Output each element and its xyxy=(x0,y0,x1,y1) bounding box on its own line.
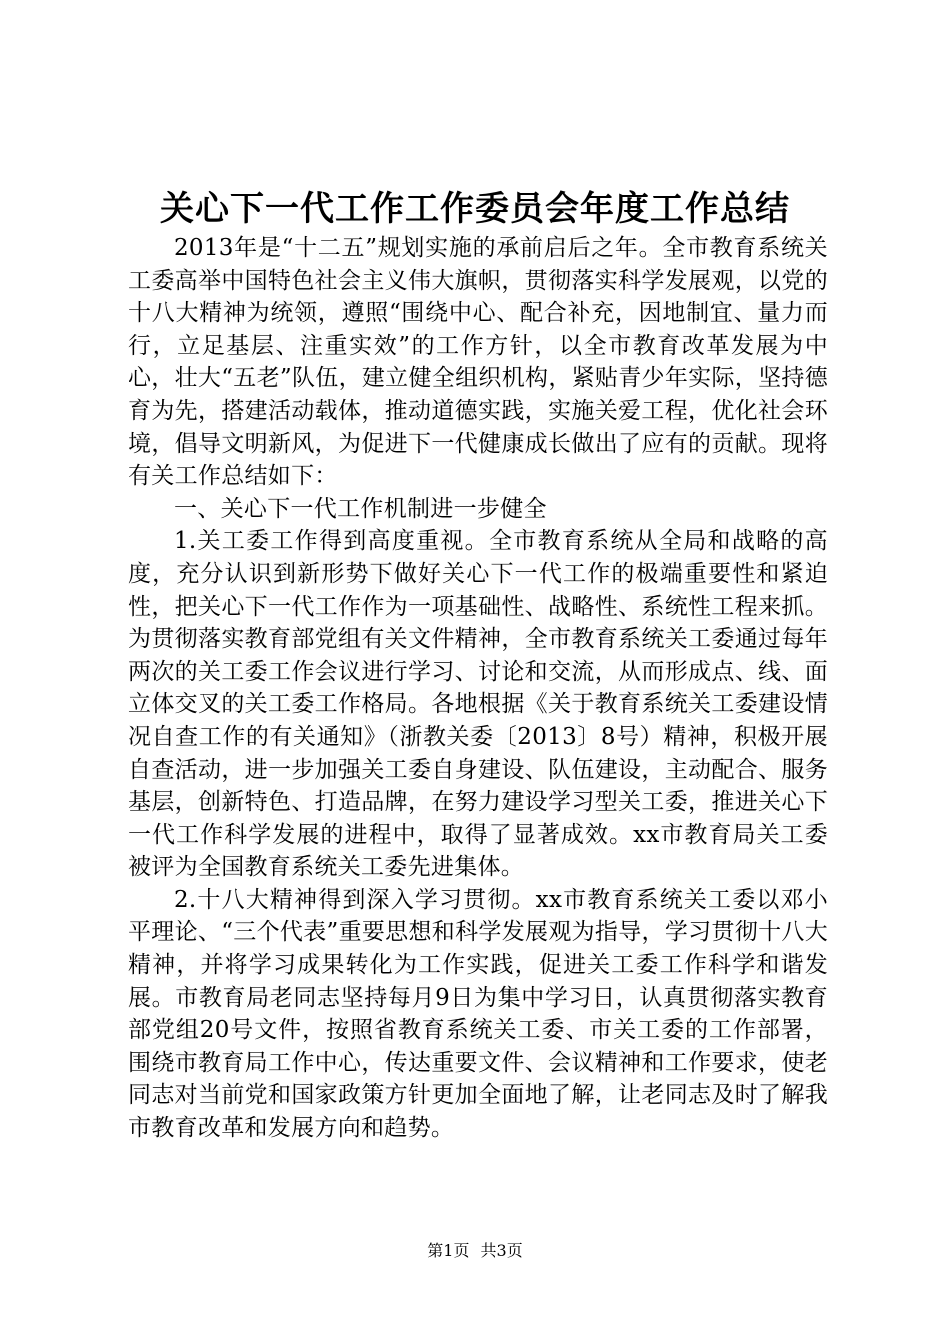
intro-paragraph: 2013年是“十二五”规划实施的承前启后之年。全市教育系统关工委高举中国特色社会主义伟大旗帜，贯彻落实科学发展观，以党的十八大精神为统领，遵照“围绕中心、配合补充，因地制宜、量力而行，立足基层、注重实效”的工作方针，以全市教育改革发展为中心，壮大“五老”队伍，建立健全组织机构，紧贴青少年实际，坚持德育为先，搭建活动载体，推动道德实践，实施关爱工程，优化社会环境，倡导文明新风，为促进下一代健康成长做出了应有的贡献。现将有关工作总结如下： xyxy=(128,235,828,490)
document-title: 关心下一代工作工作委员会年度工作总结 xyxy=(160,189,790,229)
section-heading: 一、关心下一代工作机制进一步健全 xyxy=(174,495,547,522)
item-1-paragraph: 1.关工委工作得到高度重视。全市教育系统从全局和战略的高度，充分认识到新形势下做好关心下一代工作的极端重要性和紧迫性，把关心下一代工作作为一项基础性、战略性、系统性工程来抓。为贯彻落实教育部党组有关文件精神，全市教育系统关工委通过每年两次的关工委工作会议进行学习、讨论和交流，从而形成点、线、面立体交叉的关工委工作格局。各地根据《关于教育系统关工委建设情况自查工作的有关通知》（浙教关委〔2013〕8号）精神，积极开展自查活动，进一步加强关工委自身建设、队伍建设，主动配合、服务基层，创新特色、打造品牌，在努力建设学习型关工委，推进关心下一代工作科学发展的进程中，取得了显著成效。xx市教育局关工委被评为全国教育系统关工委先进集体。 xyxy=(128,528,828,881)
item-2-paragraph: 2.十八大精神得到深入学习贯彻。xx市教育系统关工委以邓小平理论、“三个代表”重要思想和科学发展观为指导，学习贯彻十八大精神，并将学习成果转化为工作实践，促进关工委工作科学和谐发展。市教育局老同志坚持每月9日为集中学习日，认真贯彻落实教育部党组20号文件，按照省教育系统关工委、市关工委的工作部署，围绕市教育局工作中心，传达重要文件、会议精神和工作要求，使老同志对当前党和国家政策方针更加全面地了解，让老同志及时了解我市教育改革和发展方向和趋势。 xyxy=(128,886,828,1142)
page-total: 共3页 xyxy=(480,1241,523,1260)
page-number: 第1页 xyxy=(427,1241,470,1260)
document-body xyxy=(128,232,828,1145)
page-footer xyxy=(0,1241,950,1261)
